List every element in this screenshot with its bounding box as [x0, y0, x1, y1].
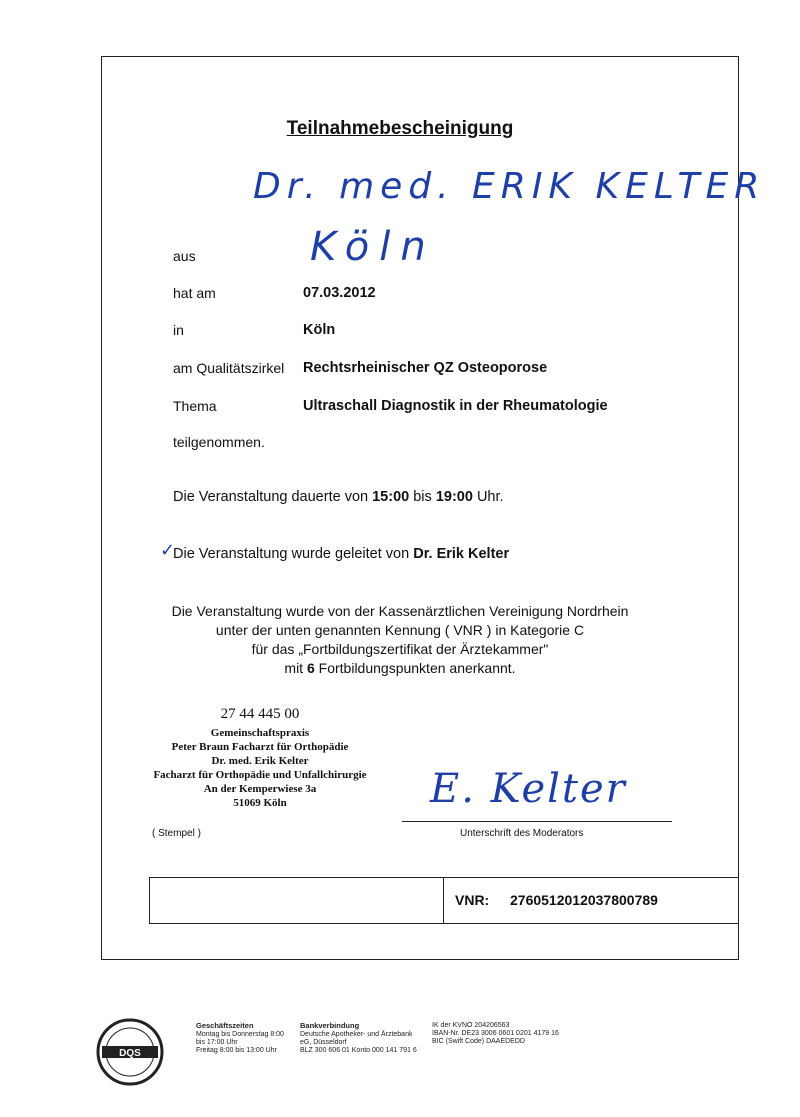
footer-hours-title: Geschäftszeiten	[196, 1021, 254, 1030]
recognition-line-4	[0, 660, 800, 676]
footer-hours-line-1: Montag bis Donnerstag 8:00	[196, 1031, 284, 1038]
recognition-line-2: unter der unten genannten Kennung ( VNR ) in Kategorie C	[215, 622, 585, 638]
signature-line	[402, 821, 672, 822]
recognition-suffix: Fortbildungspunkten anerkannt.	[318, 660, 516, 676]
recognition-line-1: Die Veranstaltung wurde von der Kassenärztlichen Vereinigung Nordrhein	[171, 603, 629, 619]
stamp-line-3: Dr. med. Erik Kelter	[211, 755, 309, 767]
stamp-phone: 27 44 445 00	[220, 706, 300, 722]
field-label-topic: Thema	[173, 398, 217, 414]
stamp-line-5: An der Kemperwiese 3a	[203, 783, 317, 795]
stamp-line-1: Gemeinschaftspraxis	[210, 727, 310, 739]
stamp-line-6: 51069 Köln	[233, 797, 287, 809]
stamp-line-4: Facharzt für Orthopädie und Unfallchirurgie	[153, 769, 367, 781]
recognition-prefix: mit	[284, 660, 304, 676]
logo-text: DQS	[119, 1048, 141, 1059]
footer-hours	[196, 1022, 284, 1055]
footer-bank-line-3: BLZ 300 606 01 Konto 000 141 791 6	[300, 1047, 417, 1054]
duration-end: 19:00	[435, 489, 473, 505]
field-value-topic: Ultraschall Diagnostik in der Rheumatologie	[303, 398, 608, 414]
footer-bank-line-2: eG, Düsseldorf	[300, 1039, 347, 1046]
leader-line	[173, 546, 509, 562]
field-label-aus: aus	[173, 248, 196, 264]
footer-hours-line-3: Freitag 8:00 bis 13:00 Uhr	[196, 1047, 277, 1054]
participated-text: teilgenommen.	[173, 434, 265, 450]
stamp-line-2: Peter Braun Facharzt für Orthopädie	[171, 741, 349, 753]
field-value-place: Köln	[303, 322, 336, 338]
footer-bank-line-1: Deutsche Apotheker- und Ärztebank	[300, 1031, 413, 1038]
footer-ids-line-1: IK der KVNO 204206563	[432, 1022, 510, 1029]
field-value-circle: Rechtsrheinischer QZ Osteoporose	[303, 360, 548, 376]
footer-bank-title: Bankverbindung	[300, 1021, 360, 1030]
footer-hours-line-2: bis 17:00 Uhr	[196, 1039, 238, 1046]
duration-line	[173, 489, 504, 505]
footer-ids-line-3: BIC (Swift Code) DAAEDEDD	[432, 1038, 525, 1045]
footer-bank	[300, 1022, 417, 1055]
vnr-label: VNR:	[455, 892, 490, 908]
leader-prefix: Die Veranstaltung wurde geleitet von	[173, 546, 410, 562]
field-value-date: 07.03.2012	[303, 285, 376, 301]
vnr-divider	[443, 877, 444, 924]
moderator-signature: E. Kelter	[430, 766, 627, 812]
field-label-place: in	[173, 322, 184, 338]
duration-suffix: Uhr.	[476, 489, 504, 505]
field-label-circle: am Qualitätszirkel	[173, 360, 285, 376]
footer-ids	[432, 1022, 559, 1046]
duration-mid: bis	[413, 489, 432, 505]
duration-prefix: Die Veranstaltung dauerte von	[173, 489, 369, 505]
document-title: Teilnahmebescheinigung	[286, 118, 514, 139]
recognition-line-3: für das „Fortbildungszertifikat der Ärztekammer"	[251, 641, 549, 657]
field-label-date: hat am	[173, 285, 216, 301]
footer-ids-line-2: IBAN-Nr. DE23 3006 0601 0201 4179 16	[432, 1030, 559, 1037]
vnr-value: 2760512012037800789	[510, 892, 658, 908]
checkmark-icon: ✓	[160, 540, 176, 560]
leader-name: Dr. Erik Kelter	[413, 546, 510, 562]
dqs-certification-logo-icon	[96, 1018, 164, 1086]
stamp-caption: ( Stempel )	[152, 828, 201, 839]
signature-caption: Unterschrift des Moderators	[460, 828, 584, 839]
duration-start: 15:00	[372, 489, 410, 505]
handwritten-city: Köln	[310, 224, 436, 270]
recognition-points: 6	[306, 660, 315, 676]
handwritten-name: Dr. med. ERIK KELTER	[253, 166, 766, 207]
